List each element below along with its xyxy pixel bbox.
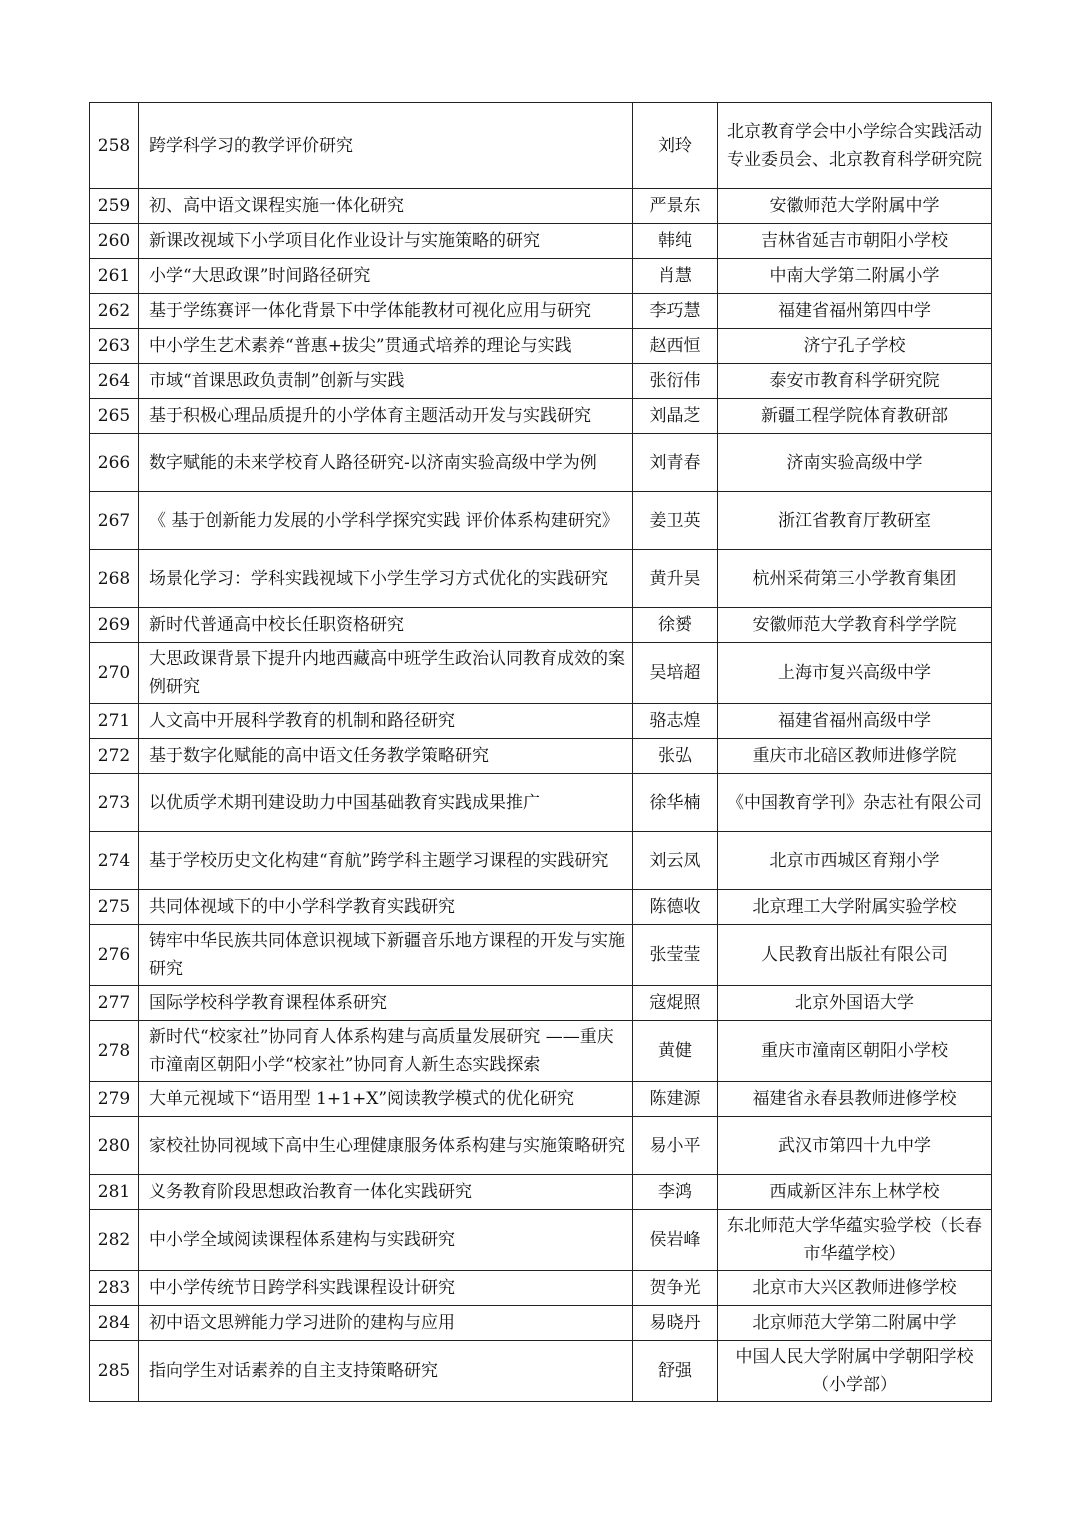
organization: 福建省福州第四中学 bbox=[718, 294, 992, 329]
row-number: 278 bbox=[90, 1021, 139, 1082]
project-title: 人文高中开展科学教育的机制和路径研究 bbox=[139, 704, 633, 739]
project-title: 中小学传统节日跨学科实践课程设计研究 bbox=[139, 1271, 633, 1306]
lead-person: 陈建源 bbox=[633, 1082, 718, 1117]
table-row bbox=[90, 550, 992, 608]
organization: 泰安市教育科学研究院 bbox=[718, 364, 992, 399]
lead-person: 寇焜照 bbox=[633, 986, 718, 1021]
project-title: 基于积极心理品质提升的小学体育主题活动开发与实践研究 bbox=[139, 399, 633, 434]
project-title: 跨学科学习的教学评价研究 bbox=[139, 103, 633, 189]
organization: 安徽师范大学教育科学学院 bbox=[718, 608, 992, 643]
lead-person: 李鸿 bbox=[633, 1175, 718, 1210]
row-number: 272 bbox=[90, 739, 139, 774]
table-row bbox=[90, 643, 992, 704]
row-number: 280 bbox=[90, 1117, 139, 1175]
table-row bbox=[90, 492, 992, 550]
organization: 济南实验高级中学 bbox=[718, 434, 992, 492]
project-title: 中小学生艺术素养“普惠+拔尖”贯通式培养的理论与实践 bbox=[139, 329, 633, 364]
project-title: 铸牢中华民族共同体意识视域下新疆音乐地方课程的开发与实施研究 bbox=[139, 925, 633, 986]
organization: 重庆市北碚区教师进修学院 bbox=[718, 739, 992, 774]
lead-person: 吴培超 bbox=[633, 643, 718, 704]
organization: 福建省永春县教师进修学校 bbox=[718, 1082, 992, 1117]
row-number: 270 bbox=[90, 643, 139, 704]
project-title: 基于学练赛评一体化背景下中学体能教材可视化应用与研究 bbox=[139, 294, 633, 329]
project-title: 新时代普通高中校长任职资格研究 bbox=[139, 608, 633, 643]
row-number: 258 bbox=[90, 103, 139, 189]
lead-person: 骆志煌 bbox=[633, 704, 718, 739]
table-row bbox=[90, 1175, 992, 1210]
project-title: 国际学校科学教育课程体系研究 bbox=[139, 986, 633, 1021]
row-number: 274 bbox=[90, 832, 139, 890]
lead-person: 张衍伟 bbox=[633, 364, 718, 399]
organization: 济宁孔子学校 bbox=[718, 329, 992, 364]
table-row bbox=[90, 1341, 992, 1402]
table-row bbox=[90, 1082, 992, 1117]
lead-person: 侯岩峰 bbox=[633, 1210, 718, 1271]
organization: 福建省福州高级中学 bbox=[718, 704, 992, 739]
lead-person: 严景东 bbox=[633, 189, 718, 224]
lead-person: 赵西恒 bbox=[633, 329, 718, 364]
row-number: 283 bbox=[90, 1271, 139, 1306]
project-title: 大思政课背景下提升内地西藏高中班学生政治认同教育成效的案例研究 bbox=[139, 643, 633, 704]
row-number: 264 bbox=[90, 364, 139, 399]
table-row bbox=[90, 1021, 992, 1082]
table-row bbox=[90, 832, 992, 890]
table-row bbox=[90, 739, 992, 774]
table-body bbox=[90, 103, 992, 1402]
table-row bbox=[90, 704, 992, 739]
project-title: 初、高中语文课程实施一体化研究 bbox=[139, 189, 633, 224]
row-number: 281 bbox=[90, 1175, 139, 1210]
row-number: 279 bbox=[90, 1082, 139, 1117]
project-title: 大单元视域下“语用型 1+1+X”阅读教学模式的优化研究 bbox=[139, 1082, 633, 1117]
table-row bbox=[90, 774, 992, 832]
table-row bbox=[90, 259, 992, 294]
table-row bbox=[90, 103, 992, 189]
organization: 杭州采荷第三小学教育集团 bbox=[718, 550, 992, 608]
row-number: 275 bbox=[90, 890, 139, 925]
lead-person: 易晓丹 bbox=[633, 1306, 718, 1341]
organization: 北京市西城区育翔小学 bbox=[718, 832, 992, 890]
lead-person: 刘云凤 bbox=[633, 832, 718, 890]
lead-person: 黄升昊 bbox=[633, 550, 718, 608]
lead-person: 舒强 bbox=[633, 1341, 718, 1402]
project-title: 基于学校历史文化构建“育航”跨学科主题学习课程的实践研究 bbox=[139, 832, 633, 890]
organization: 吉林省延吉市朝阳小学校 bbox=[718, 224, 992, 259]
row-number: 263 bbox=[90, 329, 139, 364]
lead-person: 刘玲 bbox=[633, 103, 718, 189]
lead-person: 易小平 bbox=[633, 1117, 718, 1175]
lead-person: 黄健 bbox=[633, 1021, 718, 1082]
row-number: 277 bbox=[90, 986, 139, 1021]
project-title: 初中语文思辨能力学习进阶的建构与应用 bbox=[139, 1306, 633, 1341]
row-number: 268 bbox=[90, 550, 139, 608]
row-number: 261 bbox=[90, 259, 139, 294]
row-number: 276 bbox=[90, 925, 139, 986]
row-number: 267 bbox=[90, 492, 139, 550]
lead-person: 徐华楠 bbox=[633, 774, 718, 832]
project-title: 场景化学习：学科实践视域下小学生学习方式优化的实践研究 bbox=[139, 550, 633, 608]
table-row bbox=[90, 399, 992, 434]
organization: 北京外国语大学 bbox=[718, 986, 992, 1021]
project-title: 新时代“校家社”协同育人体系构建与高质量发展研究 ——重庆市潼南区朝阳小学“校家社”协同育人新生态实践探索 bbox=[139, 1021, 633, 1082]
project-title: 中小学全域阅读课程体系建构与实践研究 bbox=[139, 1210, 633, 1271]
lead-person: 李巧慧 bbox=[633, 294, 718, 329]
project-title: 基于数字化赋能的高中语文任务教学策略研究 bbox=[139, 739, 633, 774]
organization: 新疆工程学院体育教研部 bbox=[718, 399, 992, 434]
organization: 北京教育学会中小学综合实践活动专业委员会、北京教育科学研究院 bbox=[718, 103, 992, 189]
lead-person: 姜卫英 bbox=[633, 492, 718, 550]
table-row bbox=[90, 1271, 992, 1306]
organization: 武汉市第四十九中学 bbox=[718, 1117, 992, 1175]
lead-person: 徐赟 bbox=[633, 608, 718, 643]
row-number: 262 bbox=[90, 294, 139, 329]
project-title: 共同体视域下的中小学科学教育实践研究 bbox=[139, 890, 633, 925]
table-row bbox=[90, 986, 992, 1021]
lead-person: 韩纯 bbox=[633, 224, 718, 259]
lead-person: 贺争光 bbox=[633, 1271, 718, 1306]
table-row bbox=[90, 294, 992, 329]
row-number: 271 bbox=[90, 704, 139, 739]
row-number: 269 bbox=[90, 608, 139, 643]
project-title: 数字赋能的未来学校育人路径研究-以济南实验高级中学为例 bbox=[139, 434, 633, 492]
organization: 西咸新区沣东上林学校 bbox=[718, 1175, 992, 1210]
project-title: 以优质学术期刊建设助力中国基础教育实践成果推广 bbox=[139, 774, 633, 832]
table-row bbox=[90, 890, 992, 925]
row-number: 265 bbox=[90, 399, 139, 434]
project-title: 家校社协同视域下高中生心理健康服务体系构建与实施策略研究 bbox=[139, 1117, 633, 1175]
row-number: 284 bbox=[90, 1306, 139, 1341]
organization: 浙江省教育厅教研室 bbox=[718, 492, 992, 550]
project-title: 小学“大思政课”时间路径研究 bbox=[139, 259, 633, 294]
table-row bbox=[90, 364, 992, 399]
table-row bbox=[90, 329, 992, 364]
organization: 中南大学第二附属小学 bbox=[718, 259, 992, 294]
row-number: 259 bbox=[90, 189, 139, 224]
organization: 《中国教育学刊》杂志社有限公司 bbox=[718, 774, 992, 832]
table-row bbox=[90, 608, 992, 643]
project-list-table bbox=[89, 102, 992, 1402]
table-row bbox=[90, 1306, 992, 1341]
row-number: 273 bbox=[90, 774, 139, 832]
organization: 北京市大兴区教师进修学校 bbox=[718, 1271, 992, 1306]
lead-person: 刘青春 bbox=[633, 434, 718, 492]
lead-person: 肖慧 bbox=[633, 259, 718, 294]
project-title: 《 基于创新能力发展的小学科学探究实践 评价体系构建研究》 bbox=[139, 492, 633, 550]
lead-person: 刘晶芝 bbox=[633, 399, 718, 434]
organization: 中国人民大学附属中学朝阳学校（小学部） bbox=[718, 1341, 992, 1402]
table-row bbox=[90, 1210, 992, 1271]
organization: 安徽师范大学附属中学 bbox=[718, 189, 992, 224]
organization: 上海市复兴高级中学 bbox=[718, 643, 992, 704]
project-title: 义务教育阶段思想政治教育一体化实践研究 bbox=[139, 1175, 633, 1210]
row-number: 266 bbox=[90, 434, 139, 492]
organization: 北京理工大学附属实验学校 bbox=[718, 890, 992, 925]
project-title: 指向学生对话素养的自主支持策略研究 bbox=[139, 1341, 633, 1402]
organization: 东北师范大学华蕴实验学校（长春市华蕴学校） bbox=[718, 1210, 992, 1271]
organization: 北京师范大学第二附属中学 bbox=[718, 1306, 992, 1341]
organization: 重庆市潼南区朝阳小学校 bbox=[718, 1021, 992, 1082]
project-title: 市域“首课思政负责制”创新与实践 bbox=[139, 364, 633, 399]
table-row bbox=[90, 189, 992, 224]
project-title: 新课改视域下小学项目化作业设计与实施策略的研究 bbox=[139, 224, 633, 259]
row-number: 282 bbox=[90, 1210, 139, 1271]
table-row bbox=[90, 1117, 992, 1175]
lead-person: 张弘 bbox=[633, 739, 718, 774]
table-row bbox=[90, 224, 992, 259]
table-row bbox=[90, 434, 992, 492]
organization: 人民教育出版社有限公司 bbox=[718, 925, 992, 986]
lead-person: 张莹莹 bbox=[633, 925, 718, 986]
row-number: 285 bbox=[90, 1341, 139, 1402]
table-row bbox=[90, 925, 992, 986]
lead-person: 陈德收 bbox=[633, 890, 718, 925]
row-number: 260 bbox=[90, 224, 139, 259]
